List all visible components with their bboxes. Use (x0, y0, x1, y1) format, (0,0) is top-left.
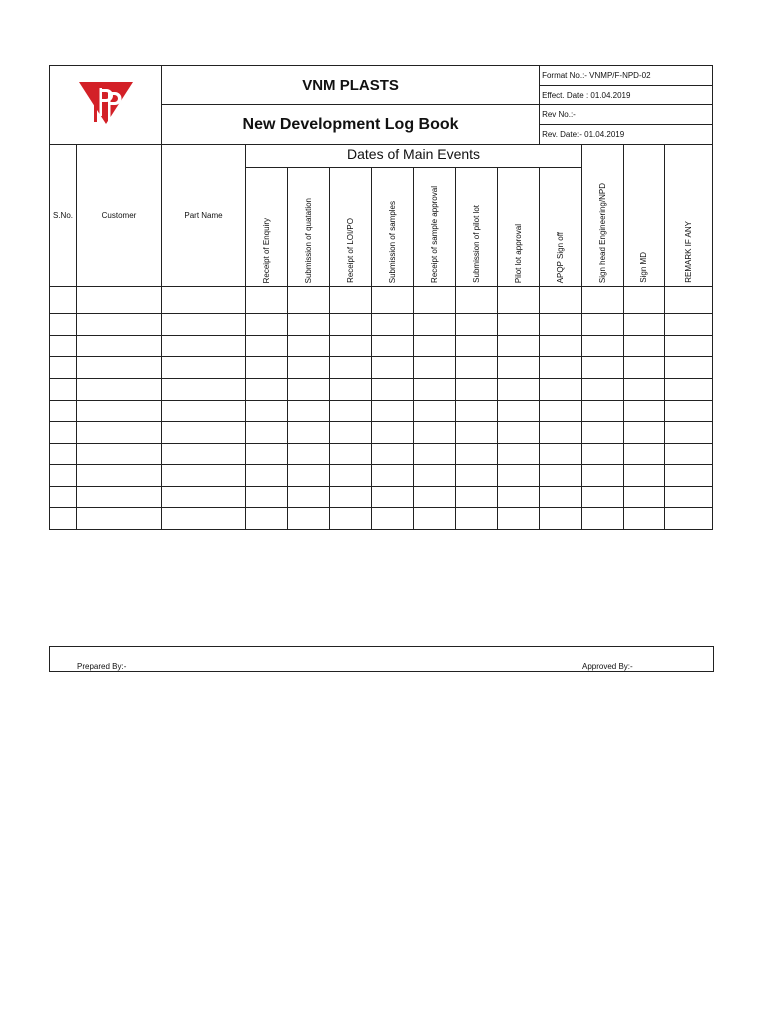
col-header-sign-head-engineering (582, 145, 624, 287)
table-cell[interactable] (665, 379, 713, 401)
table-cell[interactable] (246, 487, 288, 508)
table-row (50, 508, 713, 530)
table-cell[interactable] (414, 287, 456, 314)
col-header-customer: Customer (77, 145, 162, 287)
table-cell[interactable] (372, 336, 414, 357)
table-cell[interactable] (582, 357, 624, 379)
table-cell[interactable] (498, 287, 540, 314)
receipt-enquiry-label: Receipt of Enquiry (261, 217, 271, 283)
table-cell[interactable] (456, 401, 498, 422)
document-title: New Development Log Book (162, 105, 540, 145)
table-cell[interactable] (162, 336, 246, 357)
table-cell[interactable] (77, 465, 162, 487)
table-cell[interactable] (162, 379, 246, 401)
table-cell[interactable] (330, 487, 372, 508)
table-cell[interactable] (498, 487, 540, 508)
table-cell[interactable] (665, 314, 713, 336)
table-cell[interactable] (498, 422, 540, 444)
company-name: VNM PLASTS (162, 66, 540, 105)
table-cell[interactable] (540, 444, 582, 465)
table-cell[interactable] (288, 379, 330, 401)
table-cell[interactable] (246, 379, 288, 401)
table-cell[interactable] (414, 401, 456, 422)
table-cell[interactable] (372, 401, 414, 422)
table-cell[interactable] (414, 336, 456, 357)
table-row (50, 465, 713, 487)
vnm-logo (77, 80, 135, 126)
table-cell[interactable] (624, 444, 665, 465)
table-cell[interactable] (414, 314, 456, 336)
table-cell[interactable] (246, 422, 288, 444)
table-row (50, 379, 713, 401)
table-cell[interactable] (414, 487, 456, 508)
submission-samples-label: Submission of samples (387, 200, 397, 283)
table-cell[interactable] (372, 287, 414, 314)
table-cell[interactable] (50, 465, 77, 487)
table-cell[interactable] (624, 336, 665, 357)
table-cell[interactable] (540, 357, 582, 379)
logo-cell (50, 66, 162, 145)
table-cell[interactable] (288, 487, 330, 508)
table-cell[interactable] (288, 357, 330, 379)
log-book-table (49, 65, 713, 530)
table-cell[interactable] (540, 379, 582, 401)
table-cell[interactable] (246, 465, 288, 487)
table-cell[interactable] (162, 508, 246, 530)
table-cell[interactable] (288, 336, 330, 357)
table-cell[interactable] (582, 508, 624, 530)
col-header-submission-quotation (288, 168, 330, 287)
table-cell[interactable] (162, 422, 246, 444)
table-cell[interactable] (288, 444, 330, 465)
table-cell[interactable] (246, 314, 288, 336)
table-cell[interactable] (246, 508, 288, 530)
col-header-receipt-enquiry (246, 168, 288, 287)
table-cell[interactable] (456, 379, 498, 401)
table-row (50, 422, 713, 444)
table-cell[interactable] (582, 465, 624, 487)
table-cell[interactable] (624, 401, 665, 422)
dates-of-main-events-header: Dates of Main Events (246, 145, 582, 168)
table-cell[interactable] (582, 314, 624, 336)
table-cell[interactable] (372, 444, 414, 465)
table-cell[interactable] (330, 401, 372, 422)
table-cell[interactable] (77, 336, 162, 357)
table-cell[interactable] (288, 401, 330, 422)
table-cell[interactable] (372, 357, 414, 379)
table-cell[interactable] (624, 314, 665, 336)
table-cell[interactable] (498, 508, 540, 530)
table-cell[interactable] (456, 314, 498, 336)
table-cell[interactable] (540, 465, 582, 487)
col-header-part-name: Part Name (162, 145, 246, 287)
table-cell[interactable] (162, 487, 246, 508)
table-cell[interactable] (624, 487, 665, 508)
table-row (50, 314, 713, 336)
table-cell[interactable] (77, 379, 162, 401)
pilot-lot-approval-label: Pilot lot approval (513, 223, 523, 283)
table-cell[interactable] (665, 401, 713, 422)
table-row (50, 401, 713, 422)
apqp-sign-off-label: APQP Sign off (555, 231, 565, 283)
table-cell[interactable] (665, 508, 713, 530)
table-cell[interactable] (540, 314, 582, 336)
table-cell[interactable] (246, 336, 288, 357)
table-row (50, 444, 713, 465)
table-cell[interactable] (498, 379, 540, 401)
table-cell[interactable] (456, 422, 498, 444)
table-cell[interactable] (582, 379, 624, 401)
table-cell[interactable] (582, 287, 624, 314)
table-cell[interactable] (665, 422, 713, 444)
col-header-receipt-loi (330, 168, 372, 287)
col-header-pilot-lot-approval (498, 168, 540, 287)
table-cell[interactable] (77, 287, 162, 314)
table-cell[interactable] (665, 444, 713, 465)
table-cell[interactable] (540, 336, 582, 357)
table-cell[interactable] (77, 401, 162, 422)
table-cell[interactable] (414, 465, 456, 487)
table-row (50, 336, 713, 357)
table-cell[interactable] (414, 508, 456, 530)
table-cell[interactable] (50, 401, 77, 422)
sign-head-engineering-label: Sign head Engineering/NPD (597, 182, 607, 283)
rev-number: Rev No.:- (540, 105, 713, 125)
table-cell[interactable] (162, 401, 246, 422)
approved-by-label: Approved By:- (582, 662, 633, 671)
table-cell[interactable] (456, 336, 498, 357)
table-cell[interactable] (330, 508, 372, 530)
table-cell[interactable] (50, 444, 77, 465)
submission-pilot-lot-label: Submission of pilot lot (471, 205, 481, 283)
table-cell[interactable] (582, 444, 624, 465)
table-cell[interactable] (414, 357, 456, 379)
table-cell[interactable] (665, 487, 713, 508)
table-cell[interactable] (414, 379, 456, 401)
table-cell[interactable] (582, 336, 624, 357)
effect-date: Effect. Date : 01.04.2019 (540, 86, 713, 105)
table-cell[interactable] (330, 287, 372, 314)
table-cell[interactable] (624, 287, 665, 314)
table-cell[interactable] (77, 508, 162, 530)
table-cell[interactable] (330, 422, 372, 444)
table-cell[interactable] (665, 357, 713, 379)
table-cell[interactable] (498, 401, 540, 422)
table-cell[interactable] (162, 357, 246, 379)
sign-md-label: Sign MD (639, 252, 649, 283)
table-cell[interactable] (288, 422, 330, 444)
table-cell[interactable] (77, 422, 162, 444)
table-cell[interactable] (665, 336, 713, 357)
col-header-submission-samples (372, 168, 414, 287)
receipt-loi-label: Receipt of LOI/PO (345, 218, 355, 283)
table-cell[interactable] (498, 314, 540, 336)
table-cell[interactable] (246, 287, 288, 314)
col-header-submission-pilot-lot (456, 168, 498, 287)
table-cell[interactable] (330, 465, 372, 487)
table-cell[interactable] (498, 357, 540, 379)
table-cell[interactable] (77, 487, 162, 508)
col-header-sign-md (624, 145, 665, 287)
table-cell[interactable] (330, 444, 372, 465)
col-header-remark (665, 145, 713, 287)
table-cell[interactable] (246, 401, 288, 422)
table-cell[interactable] (77, 444, 162, 465)
table-cell[interactable] (624, 422, 665, 444)
table-cell[interactable] (624, 379, 665, 401)
table-cell[interactable] (288, 314, 330, 336)
table-cell[interactable] (77, 357, 162, 379)
table-cell[interactable] (288, 465, 330, 487)
table-cell[interactable] (582, 487, 624, 508)
table-row (50, 287, 713, 314)
table-cell[interactable] (498, 444, 540, 465)
table-row (50, 357, 713, 379)
signature-footer (49, 646, 714, 672)
table-cell[interactable] (456, 357, 498, 379)
table-cell[interactable] (665, 287, 713, 314)
col-header-sno: S.No. (50, 145, 77, 287)
table-cell[interactable] (456, 287, 498, 314)
table-cell[interactable] (414, 422, 456, 444)
table-cell[interactable] (498, 465, 540, 487)
table-cell[interactable] (330, 379, 372, 401)
table-cell[interactable] (288, 287, 330, 314)
table-cell[interactable] (372, 422, 414, 444)
table-cell[interactable] (624, 465, 665, 487)
table-cell[interactable] (246, 357, 288, 379)
table-cell[interactable] (540, 422, 582, 444)
table-cell[interactable] (50, 357, 77, 379)
table-cell[interactable] (665, 465, 713, 487)
remark-label: REMARK IF ANY (683, 221, 693, 283)
table-cell[interactable] (50, 508, 77, 530)
table-cell[interactable] (162, 465, 246, 487)
table-cell[interactable] (456, 487, 498, 508)
table-cell[interactable] (162, 314, 246, 336)
table-cell[interactable] (372, 314, 414, 336)
table-cell[interactable] (77, 314, 162, 336)
table-cell[interactable] (50, 287, 77, 314)
table-cell[interactable] (50, 487, 77, 508)
table-cell[interactable] (330, 336, 372, 357)
table-cell[interactable] (246, 444, 288, 465)
table-cell[interactable] (330, 357, 372, 379)
table-cell[interactable] (456, 508, 498, 530)
table-cell[interactable] (456, 444, 498, 465)
table-cell[interactable] (540, 508, 582, 530)
format-number: Format No.:- VNMP/F-NPD-02 (540, 66, 713, 86)
table-cell[interactable] (624, 357, 665, 379)
table-cell[interactable] (372, 465, 414, 487)
table-cell[interactable] (372, 508, 414, 530)
prepared-by-label: Prepared By:- (77, 662, 127, 671)
table-cell[interactable] (582, 422, 624, 444)
table-cell[interactable] (414, 444, 456, 465)
table-cell[interactable] (540, 287, 582, 314)
table-cell[interactable] (162, 287, 246, 314)
table-cell[interactable] (372, 487, 414, 508)
col-header-apqp-sign-off (540, 168, 582, 287)
table-cell[interactable] (330, 314, 372, 336)
table-cell[interactable] (498, 336, 540, 357)
table-cell[interactable] (162, 444, 246, 465)
table-cell[interactable] (540, 487, 582, 508)
table-row (50, 487, 713, 508)
rev-date: Rev. Date:- 01.04.2019 (540, 125, 713, 145)
table-cell[interactable] (372, 379, 414, 401)
table-cell[interactable] (582, 401, 624, 422)
table-cell[interactable] (50, 422, 77, 444)
table-cell[interactable] (288, 508, 330, 530)
table-cell[interactable] (50, 379, 77, 401)
table-cell[interactable] (456, 465, 498, 487)
table-cell[interactable] (624, 508, 665, 530)
table-cell[interactable] (50, 314, 77, 336)
table-cell[interactable] (50, 336, 77, 357)
table-cell[interactable] (540, 401, 582, 422)
receipt-sample-approval-label: Receipt of sample approval (429, 186, 439, 283)
submission-quotation-label: Submission of quatation (303, 197, 313, 283)
col-header-receipt-sample-approval (414, 168, 456, 287)
